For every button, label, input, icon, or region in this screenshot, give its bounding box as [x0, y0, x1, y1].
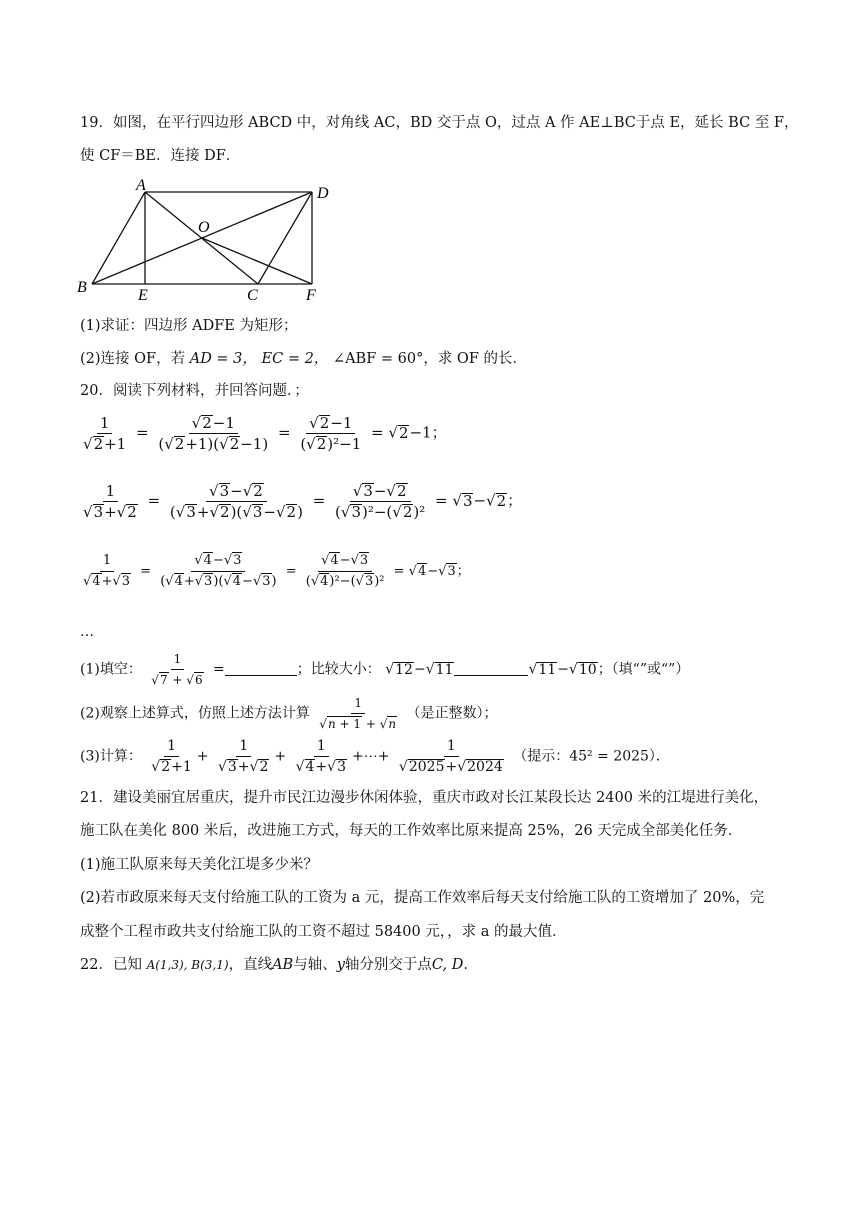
label-O: O	[198, 219, 210, 236]
q22-points: A(1,3), B(3,1)	[146, 958, 229, 972]
q22-line-text: ，直线	[228, 957, 273, 973]
label-A: A	[136, 177, 146, 194]
q20-part2: (2)观察上述算式，仿照上述方法计算 $\frac{1}{√n + 1 + √n}$ （是正整数）；	[80, 696, 498, 731]
q20-equation-3: $\frac{1}{√4+√3}$ = $\frac{√4-√3}{(√4+√3)(√4-√3)}$ = $\frac{√4-√3}{\text{(√4)²−(√3)²}}$ = √4−√3；	[83, 553, 470, 589]
q22-lead: 22．已知	[80, 957, 142, 973]
q20-equation-1: $\frac{1}{√2+1}$ = $\frac{√2-1}{(√2+1)(√2-1)}$ = $\frac{√2-1}{\text{(√2)²−1}}$ = √2−1；	[83, 414, 447, 453]
q20-part3-hint-value: 45² = 2025）．	[569, 748, 670, 765]
q21-part2-line2: 成整个工程市政共支付给施工队的工资不超过 58400 元，，求 a 的最大值．	[80, 924, 567, 940]
eq2-tail: ；	[507, 491, 523, 510]
q22-end: ．	[463, 957, 478, 973]
q20-part1-compare: ；比较大小：	[296, 661, 381, 678]
label-F: F	[306, 287, 316, 304]
q20-ellipsis: …	[80, 624, 94, 640]
eq1-tail: ；	[431, 423, 447, 442]
q19-ad-value: AD = 3，	[189, 351, 257, 367]
q19-part2-lead: (2)连接 OF，若	[80, 351, 186, 367]
q20-part3: (3)计算： $\frac{1}{√2+1}$ + $\frac{1}{√3+√2}$ + $\frac{1}{√4+√3}$ +⋯+ $\frac{1}{√2025+√2024}$ （提示：45² = 2025）．	[80, 738, 670, 775]
q19-ec-value: EC = 2，	[261, 351, 329, 367]
label-B: B	[77, 279, 87, 296]
q22-axis-text: 与轴、	[293, 957, 337, 973]
q20-part1-eq: =	[213, 661, 225, 678]
parallelogram-figure	[72, 172, 342, 304]
q22-y-axis: y	[336, 957, 345, 973]
answer-blank-1[interactable]	[225, 661, 297, 676]
q21-stem-line2: 施工队在美化 800 米后，改进施工方式，每天的工作效率比原来提高 25%，26 天完成全部美化任务．	[80, 823, 743, 839]
q22-points-cd: C, D	[431, 957, 464, 973]
answer-blank-2[interactable]	[454, 661, 528, 676]
q21-part1: (1)施工队原来每天美化江堤多少米？	[80, 857, 319, 873]
q20-part1-lead: (1)填空：	[80, 661, 142, 678]
q19-angle: ∠ABF = 60°，求 OF 的长．	[332, 351, 527, 367]
q20-equation-2: $\frac{1}{√3+√2}$ = $\frac{√3-√2}{(√3+√2)(√3-√2)}$ = $\frac{√3-√2}{\text{(√3)²−(√2)²}}$ = √3−√2；	[83, 482, 523, 521]
q22-intersect-text: 轴分别交于点	[344, 957, 432, 973]
q20-part3-lead: (3)计算：	[80, 748, 142, 765]
q19-part2	[80, 349, 527, 369]
q21-stem-line1: 21．建设美丽宜居重庆，提升市民江边漫步休闲体验，重庆市政对长江某段长达 2400 米的江堤进行美化，	[80, 790, 769, 806]
q20-part1-hint: ；（填“”或“”）	[597, 661, 690, 678]
q21-part2-line1: (2)若市政原来每天支付给施工队的工资为 a 元，提高工作效率后每天支付给施工队的工资增加了 20%，完	[80, 890, 765, 906]
eq3-tail: ；	[456, 564, 470, 579]
q19-stem-line1: 19．如图，在平行四边形 ABCD 中，对角线 AC，BD 交于点 O，过点 A 作 AE⊥BC于点 E，延长 BC 至 F，	[80, 115, 799, 131]
q20-part1: (1)填空： $\frac{1}{√7 + √6}$ = ；比较大小： √12−√11 √11−√10；（填“”或“”）	[80, 652, 690, 687]
q19-part1: (1)求证：四边形 ADFE 为矩形；	[80, 318, 298, 334]
label-E: E	[138, 287, 148, 304]
q20-part2-note: （是正整数）；	[406, 705, 498, 722]
label-C: C	[247, 287, 258, 304]
q20-intro: 20．阅读下列材料，并回答问题．；	[80, 383, 309, 399]
q22-stem	[80, 955, 478, 975]
q22-line-ab: AB	[272, 957, 294, 973]
q20-part2-lead: (2)观察上述算式，仿照上述方法计算	[80, 705, 310, 722]
q20-part3-hint: （提示：	[513, 748, 570, 765]
q19-stem-line2: 使 CF＝BE．连接 DF．	[80, 148, 241, 164]
label-D: D	[317, 185, 329, 202]
